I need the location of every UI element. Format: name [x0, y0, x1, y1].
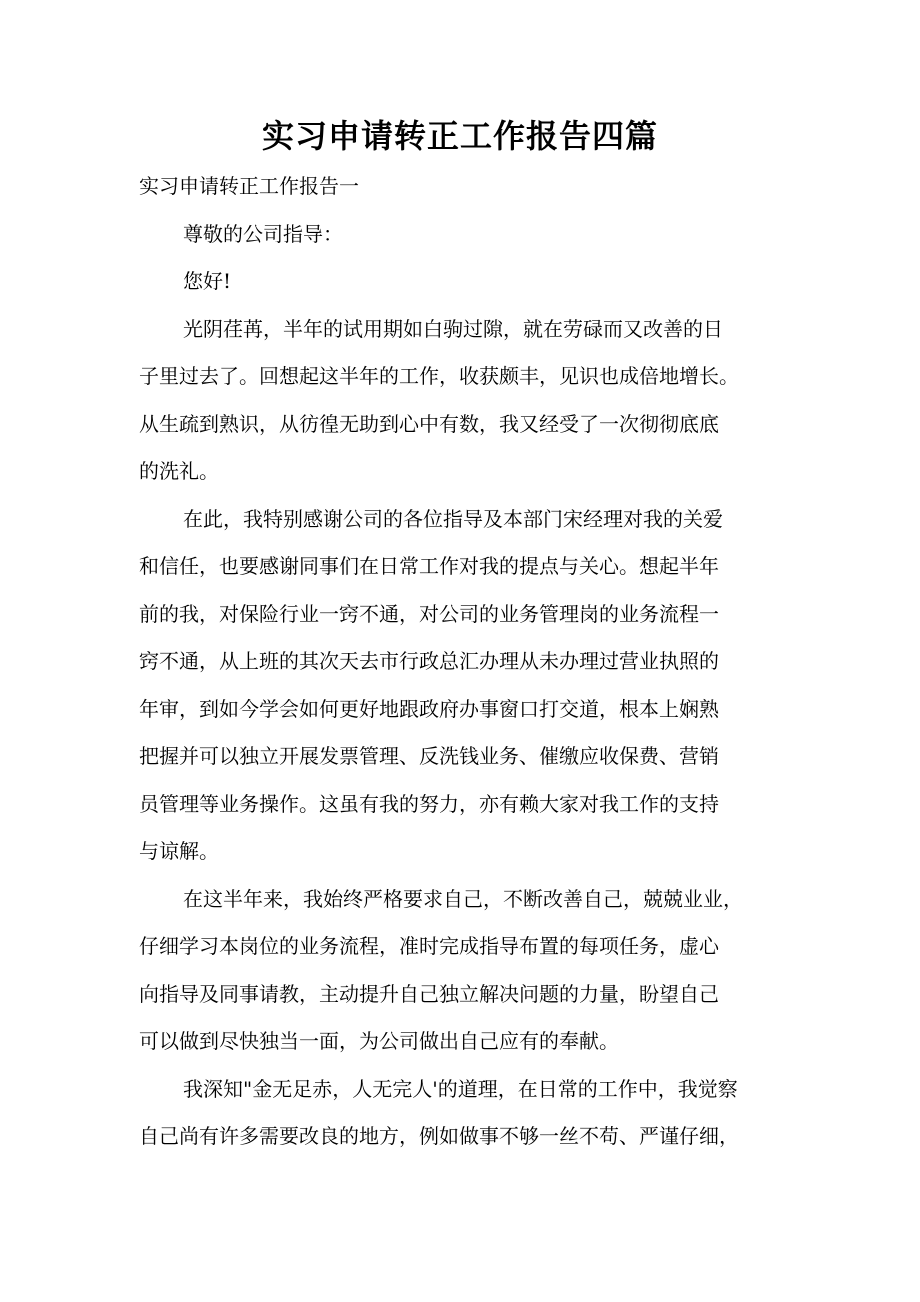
paragraph-line: 窍不通，从上班的其次天去市行政总汇办理从未办理过营业执照的: [139, 649, 719, 673]
paragraph-4: [139, 1066, 784, 1161]
paragraph-line: 前的我，对保险行业一窍不通，对公司的业务管理岗的业务流程一: [139, 601, 719, 626]
salutation: [139, 211, 784, 259]
document-title: 实习申请转正工作报告四篇: [261, 117, 658, 155]
greeting: [139, 258, 784, 306]
paragraph-line: 和信任，也要感谢同事们在日常工作对我的提点与关心。想起半年: [139, 554, 719, 578]
section-heading: [139, 163, 784, 211]
paragraph-line: 与谅解。: [139, 839, 219, 863]
paragraph-1: [139, 306, 784, 496]
section-heading-text: 实习申请转正工作报告一: [139, 174, 359, 198]
document-body: [139, 163, 784, 1161]
paragraph-line: 在此，我特别感谢公司的各位指导及本部门宋经理对我的关爱: [183, 506, 723, 531]
paragraph-line: 年审，到如今学会如何更好地跟政府办事窗口打交道，根本上娴熟: [139, 696, 719, 721]
paragraph-line: 光阴荏苒，半年的试用期如白驹过隙，就在劳碌而又改善的日: [183, 316, 723, 341]
paragraph-2: [139, 496, 784, 876]
paragraph-line: 仔细学习本岗位的业务流程，准时完成指导布置的每项任务，虚心: [139, 934, 719, 958]
paragraph-line: 自己尚有许多需要改良的地方，例如做事不够一丝不苟、严谨仔细，: [139, 1124, 739, 1148]
paragraph-3: [139, 876, 784, 1066]
paragraph-line: 的洗礼。: [139, 459, 219, 483]
paragraph-line: 在这半年来，我始终严格要求自己，不断改善自己，兢兢业业，: [183, 886, 743, 911]
greeting-text: 您好!: [183, 269, 232, 293]
paragraph-line: 员管理等业务操作。这虽有我的努力，亦有赖大家对我工作的支持: [139, 791, 719, 816]
paragraph-line: 把握并可以独立开展发票管理、反洗钱业务、催缴应收保费、营销: [139, 744, 719, 768]
paragraph-line: 可以做到尽快独当一面，为公司做出自己应有的奉献。: [139, 1029, 619, 1053]
paragraph-line: 子里过去了。回想起这半年的工作，收获颇丰，见识也成倍地增长。: [139, 364, 739, 388]
paragraph-line: 我深知"金无足赤，人无完人'的道理，在日常的工作中，我觉察: [183, 1076, 738, 1101]
paragraph-line: 向指导及同事请教，主动提升自己独立解决问题的力量，盼望自己: [139, 981, 719, 1006]
paragraph-line: 从生疏到熟识，从彷徨无助到心中有数，我又经受了一次彻彻底底: [139, 411, 719, 436]
salutation-text: 尊敬的公司指导：: [183, 221, 343, 246]
